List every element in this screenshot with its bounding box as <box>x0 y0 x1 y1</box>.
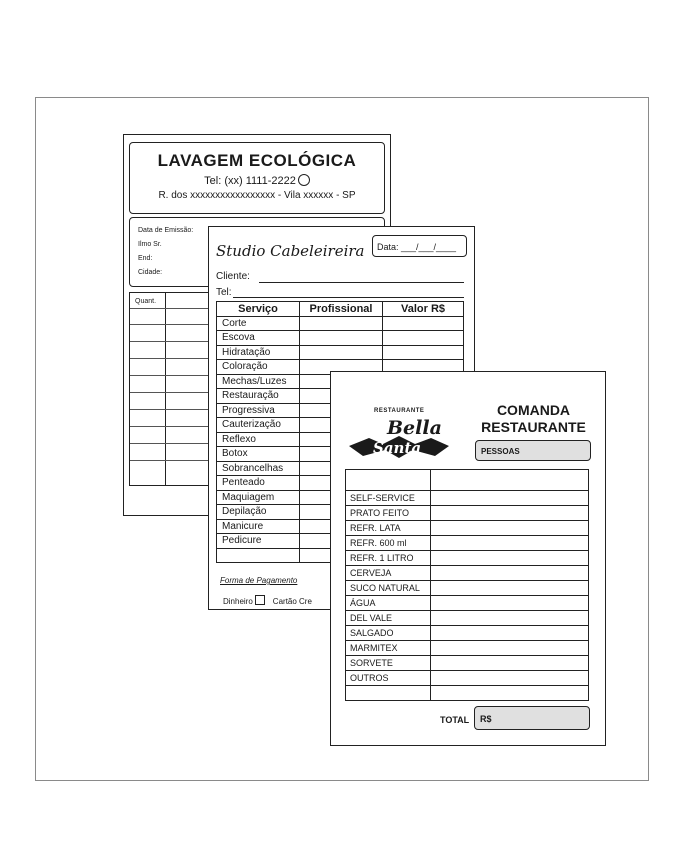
field-cidade: Cidade: <box>138 269 163 276</box>
field-end: End: <box>138 255 153 262</box>
pessoas-field[interactable]: PESSOAS <box>475 440 591 461</box>
quant-header: Quant. <box>135 298 157 305</box>
item-row: REFR. 600 ml <box>346 536 431 551</box>
comanda-items-table <box>345 469 589 701</box>
item-row: SUCO NATURAL <box>346 581 431 596</box>
lavagem-address: R. dos xxxxxxxxxxxxxxxxx - Vila xxxxxx - SP <box>158 190 356 201</box>
service-item: Hidratação <box>217 345 300 360</box>
service-item: Mechas/Luzes <box>217 374 300 389</box>
cliente-line <box>259 282 464 283</box>
payment-label: Forma de Pagamento <box>220 576 298 585</box>
item-row: MARMITEX <box>346 641 431 656</box>
option-cartao: Cartão Cre <box>272 597 312 606</box>
service-item: Progressiva <box>217 403 300 418</box>
col-servico: Serviço <box>217 302 300 317</box>
studio-title: Studio Cabeleireira <box>216 242 365 260</box>
comanda-title <box>471 402 596 436</box>
tel-label: Tel: <box>216 287 232 298</box>
service-item: Escova <box>217 331 300 346</box>
bella-santa-logo <box>343 416 455 462</box>
service-item: Restauração <box>217 389 300 404</box>
whatsapp-icon <box>298 174 310 186</box>
grid-column-divider <box>165 293 166 485</box>
item-row: SALGADO <box>346 626 431 641</box>
lavagem-header <box>129 142 385 214</box>
col-profissional: Profissional <box>300 302 383 317</box>
item-row: CERVEJA <box>346 566 431 581</box>
item-row: REFR. 1 LITRO <box>346 551 431 566</box>
comanda-title-line1: COMANDA <box>496 402 571 418</box>
total-label: TOTAL <box>440 715 470 725</box>
service-item: Cauterização <box>217 418 300 433</box>
item-row: REFR. LATA <box>346 521 431 536</box>
service-item: Corte <box>217 316 300 331</box>
field-ilmo-sr: Ilmo Sr. <box>138 241 162 248</box>
service-item: Depilação <box>217 505 300 520</box>
item-row: SELF-SERVICE <box>346 491 431 506</box>
dinheiro-checkbox[interactable] <box>255 595 265 605</box>
service-item: Maquiagem <box>217 490 300 505</box>
item-row: PRATO FEITO <box>346 506 431 521</box>
service-item: Sobrancelhas <box>217 461 300 476</box>
service-item: Coloração <box>217 360 300 375</box>
service-item: Penteado <box>217 476 300 491</box>
item-row <box>346 686 431 701</box>
studio-date-box: Data: ___/___/____ <box>372 235 467 257</box>
comanda-title-line2: RESTAURANTE <box>481 419 586 435</box>
item-row: SORVETE <box>346 656 431 671</box>
lavagem-tel: Tel: (xx) 1111-2222 <box>204 175 296 187</box>
service-item: Manicure <box>217 519 300 534</box>
service-item: Botox <box>217 447 300 462</box>
cliente-label: Cliente: <box>216 271 250 282</box>
logo-bella-text: Bella <box>387 417 442 439</box>
payment-options <box>223 595 312 606</box>
item-row: OUTROS <box>346 671 431 686</box>
service-item: Reflexo <box>217 432 300 447</box>
item-row <box>346 470 431 491</box>
comanda-form <box>330 371 606 746</box>
item-row: DEL VALE <box>346 611 431 626</box>
lavagem-title: LAVAGEM ECOLÓGICA <box>157 151 357 170</box>
field-data-emissao: Data de Emissão: <box>138 227 194 234</box>
item-row: ÁGUA <box>346 596 431 611</box>
option-dinheiro: Dinheiro <box>223 597 253 606</box>
logo-santa-text: Santa <box>373 439 422 457</box>
service-item: Pedicure <box>217 534 300 549</box>
tel-line <box>233 297 464 298</box>
col-valor: Valor R$ <box>383 302 464 317</box>
logo-restaurante-label: RESTAURANTE <box>374 408 425 414</box>
total-field[interactable]: R$ <box>474 706 590 730</box>
